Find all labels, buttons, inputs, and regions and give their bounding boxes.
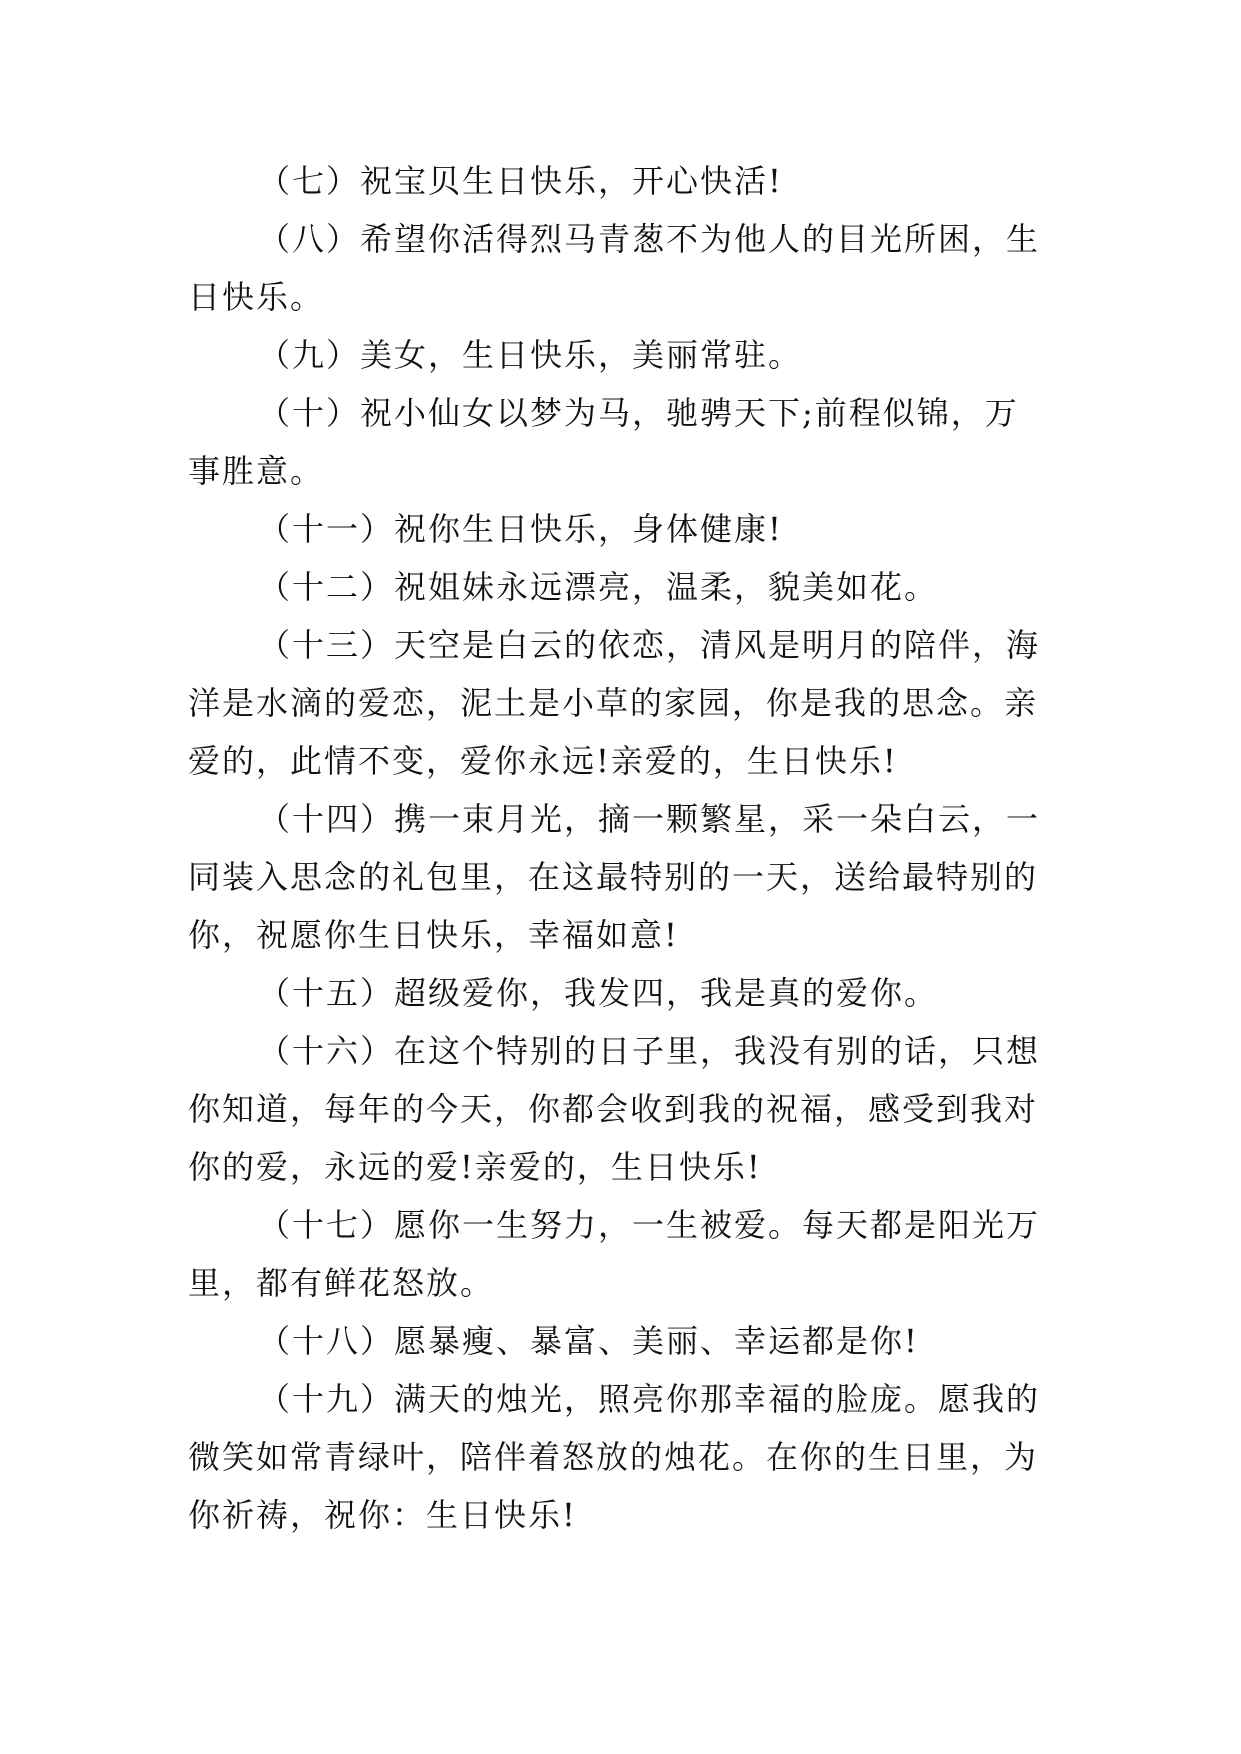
- paragraph-18: （十八）愿暴瘦、暴富、美丽、幸运都是你!: [258, 1322, 919, 1360]
- paragraph-12: （十二）祝姐妹永远漂亮，温柔，貌美如花。: [258, 568, 939, 606]
- paragraph-10: （十）祝小仙女以梦为马，驰骋天下;前程似锦，万事胜意。: [188, 394, 1019, 490]
- paragraph-8: （八）希望你活得烈马青葱不为他人的目光所困，生日快乐。: [188, 220, 1041, 316]
- paragraph-15: （十五）超级爱你，我发四，我是真的爱你。: [258, 974, 939, 1012]
- paragraph-19: （十九）满天的烛光，照亮你那幸福的脸庞。愿我的微笑如常青绿叶，陪伴着怒放的烛花。在你的生日里，为你祈祷，祝你：生日快乐!: [188, 1380, 1041, 1534]
- paragraph-7: （七）祝宝贝生日快乐，开心快活!: [258, 162, 783, 200]
- paragraph-16: （十六）在这个特别的日子里，我没有别的话，只想你知道，每年的今天，你都会收到我的祝福，感受到我对你的爱，永远的爱!亲爱的，生日快乐!: [188, 1032, 1041, 1186]
- paragraph-17: （十七）愿你一生努力，一生被爱。每天都是阳光万里，都有鲜花怒放。: [188, 1206, 1041, 1302]
- paragraph-13: （十三）天空是白云的依恋，清风是明月的陪伴，海洋是水滴的爱恋，泥土是小草的家园，你是我的思念。亲爱的，此情不变，爱你永远!亲爱的，生日快乐!: [188, 626, 1041, 780]
- paragraph-9: （九）美女，生日快乐，美丽常驻。: [258, 336, 803, 374]
- paragraph-14: （十四）携一束月光，摘一颗繁星，采一朵白云，一同装入思念的礼包里，在这最特别的一天，送给最特别的你，祝愿你生日快乐，幸福如意!: [188, 800, 1041, 954]
- document-body: [188, 152, 1050, 1544]
- paragraph-11: （十一）祝你生日快乐，身体健康!: [258, 510, 783, 548]
